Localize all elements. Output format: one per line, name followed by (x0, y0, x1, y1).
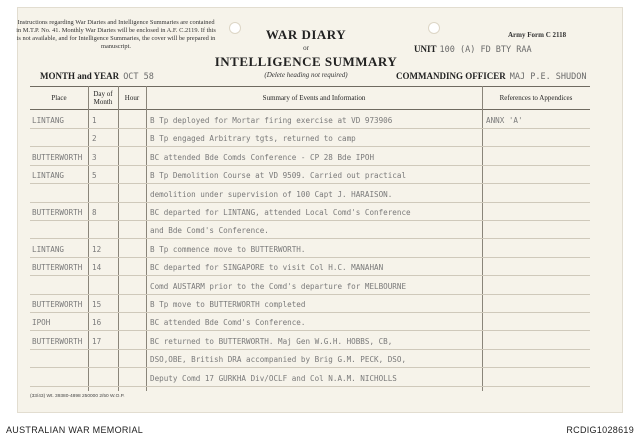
army-form-number: Army Form C 2118 (508, 31, 567, 39)
month-label: MONTH and YEAR (40, 71, 120, 81)
month-field (40, 71, 154, 82)
title-war-diary: WAR DIARY (265, 27, 347, 42)
column-header-hour: Hour (118, 86, 146, 110)
row-place: BUTTERWORTH (32, 263, 83, 273)
row-summary: B Tp move to BUTTERWORTH completed (150, 300, 306, 309)
row-rule (30, 349, 590, 350)
row-rule (30, 165, 590, 166)
row-summary: Comd AUSTARM prior to the Comd's departure for MELBOURNE (150, 281, 407, 291)
commanding-value: MAJ P.E. SHUDON (509, 72, 587, 82)
row-day: 3 (92, 152, 97, 162)
title-or: or (303, 44, 309, 52)
row-summary: BC departed for LINTANG, attended Local Comd's Conference (150, 208, 411, 217)
row-rule (30, 202, 590, 203)
row-summary: B Tp commence move to BUTTERWORTH. (150, 244, 306, 254)
archive-reference: RCDIG1028619 (566, 424, 634, 435)
row-rule (30, 238, 590, 239)
row-day: 8 (92, 208, 97, 217)
row-reference: ANNX 'A' (486, 116, 523, 125)
row-summary: B Tp Demolition Course at VD 9509. Carried out practical (150, 171, 407, 181)
row-summary: and Bde Comd's Conference. (150, 226, 269, 236)
row-place: IPOH (32, 318, 51, 328)
row-summary: BC departed for SINGAPORE to visit Col H.C. MANAHAN (150, 263, 384, 273)
row-rule (30, 330, 590, 331)
row-day: 15 (92, 300, 102, 309)
row-rule (30, 128, 590, 129)
row-rule (30, 183, 590, 184)
row-summary: B Tp engaged Arbitrary tgts, returned to camp (150, 134, 356, 144)
title-intelligence-summary: INTELLIGENCE SUMMARY (214, 54, 398, 69)
row-summary: BC attended Bde Comd's Conference. (150, 318, 306, 328)
row-summary: BC attended Bde Comds Conference - CP 28 Bde IPOH (150, 152, 375, 162)
month-value: OCT 58 (123, 72, 154, 82)
row-rule (30, 257, 590, 258)
punch-hole (428, 22, 440, 34)
instructions-text: Instructions regarding War Diaries and Intelligence Summaries are contained in M.T.P. No. 41. Monthly War Diaries will be enclosed in A.F. C.2119. If this is not available, and for Intelligence Summaries, the cover will be prepared in manuscript. (16, 19, 216, 50)
archive-name: AUSTRALIAN WAR MEMORIAL (6, 424, 144, 435)
row-place: LINTANG (32, 171, 65, 181)
print-line: (33/43) Wt. 39380-4898 250000 2/50 W.O.P. (30, 394, 125, 399)
unit-label: UNIT (414, 44, 437, 54)
row-summary: Deputy Comd 17 GURKHA Div/OCLF and Col N.A.M. NICHOLLS (150, 373, 397, 383)
row-rule (30, 220, 590, 221)
commanding-officer-field (396, 71, 587, 82)
title-note: (Delete heading not required) (264, 71, 348, 79)
row-place: BUTTERWORTH (32, 336, 83, 346)
commanding-label: COMMANDING OFFICER (396, 71, 506, 81)
row-day: 14 (92, 263, 102, 273)
row-place: LINTANG (32, 116, 65, 125)
row-place: BUTTERWORTH (32, 152, 83, 162)
row-summary: DSO,OBE, British DRA accompanied by Brig G.M. PECK, DSO, (150, 355, 407, 365)
column-header-place: Place (30, 86, 88, 110)
column-header-day: Day of Month (88, 86, 118, 110)
row-rule (30, 386, 590, 387)
row-rule (30, 312, 590, 313)
row-place: LINTANG (32, 244, 65, 254)
unit-value: 100 (A) FD BTY RAA (439, 45, 532, 55)
column-header-refs: References to Appendices (482, 86, 590, 110)
row-summary: BC returned to BUTTERWORTH. Maj Gen W.G.H. HOBBS, CB, (150, 336, 393, 346)
row-day: 16 (92, 318, 102, 328)
row-place: BUTTERWORTH (32, 300, 83, 309)
row-rule (30, 146, 590, 147)
row-day: 17 (92, 336, 102, 346)
row-summary: demolition under supervision of 100 Capt J. HARAISON. (150, 189, 393, 199)
row-rule (30, 294, 590, 295)
row-day: 2 (92, 134, 97, 144)
row-place: BUTTERWORTH (32, 208, 83, 217)
unit-field (414, 44, 532, 55)
row-day: 5 (92, 171, 97, 181)
row-rule (30, 367, 590, 368)
row-rule (30, 275, 590, 276)
row-day: 1 (92, 116, 97, 125)
column-header-summary: Summary of Events and Information (146, 86, 482, 110)
archive-footer (0, 420, 640, 439)
row-summary: B Tp deployed for Mortar firing exercise at VD 973906 (150, 116, 393, 125)
row-day: 12 (92, 244, 102, 254)
